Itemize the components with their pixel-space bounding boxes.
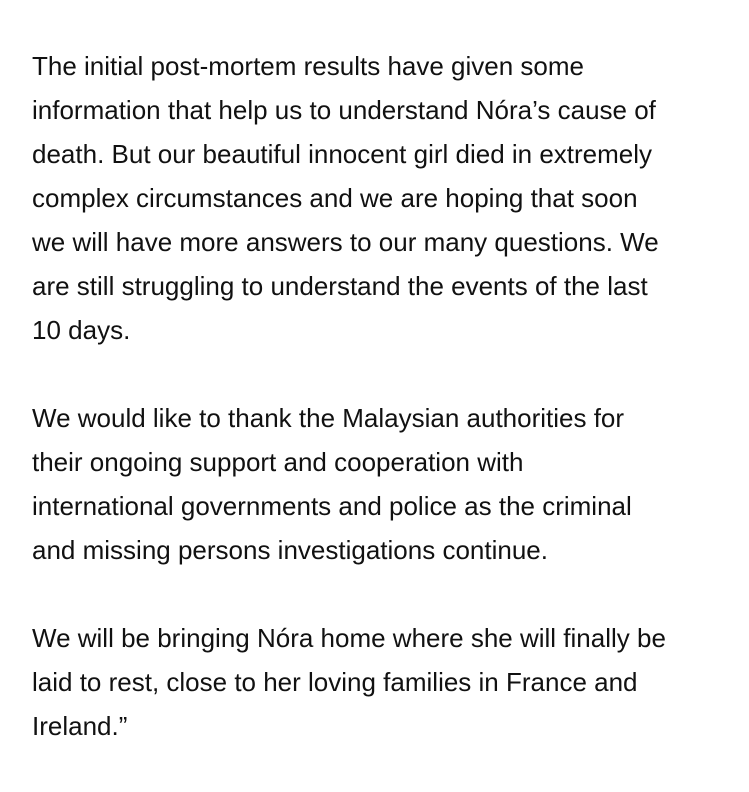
paragraph-post-mortem: The initial post-mortem results have given some information that help us to understand Nóra’s cause of death. But our beautiful innocent girl died in extremely complex circumstances and we are hoping that soon we will have more answers to our many questions. We are still struggling to understand the events of the last 10 days. xyxy=(32,51,659,345)
paragraph-bringing-home: We will be bringing Nóra home where she will finally be laid to rest, close to her loving families in France and Ireland.” xyxy=(32,623,666,741)
statement-text xyxy=(32,44,732,792)
paragraph-thanks: We would like to thank the Malaysian authorities for their ongoing support and cooperation with international governments and police as the criminal and missing persons investigations continue. xyxy=(32,403,632,565)
